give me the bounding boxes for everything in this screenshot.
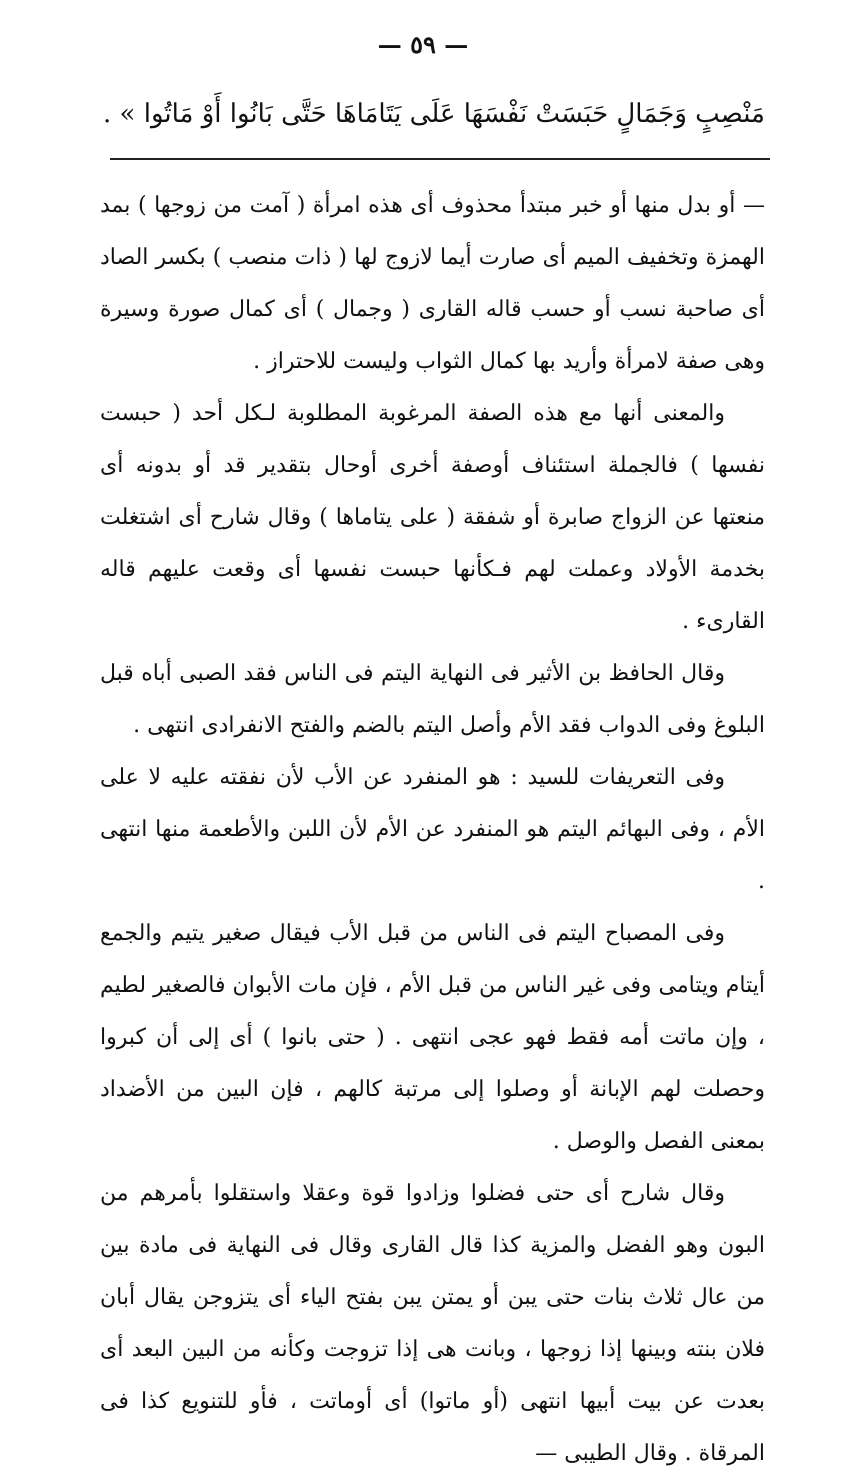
commentary-paragraph: — أو بدل منها أو خبر مبتدأ محذوف أى هذه امرأة ( آمت من زوجها ) بمد الهمزة وتخفيف الميم أى صارت أيما لازوج لها ( ذات منصب ) بكسر الصاد أى صاحبة نسب أو حسب قاله القارى ( وجمال ) أى كمال صورة وسيرة وهى صفة لامرأة وأريد بها كمال الثواب وليست للاحتراز .	[100, 193, 765, 374]
commentary-paragraph: وقال الحافظ بن الأثير فى النهاية اليتم فى الناس فقد الصبى أباه قبل البلوغ وفى الدواب فقد الأم وأصل اليتم بالضم والفتح الانفرادى انتهى .	[100, 661, 765, 738]
commentary-paragraph: وفى التعريفات للسيد : هو المنفرد عن الأب لأن نفقته عليه لا على الأم ، وفى البهائم اليتم هو المنفرد عن الأم لأن اللبن والأطعمة منها انتهى .	[100, 765, 765, 894]
commentary-paragraph: والمعنى أنها مع هذه الصفة المرغوبة المطلوبة لـكل أحد ( حبست نفسها ) فالجملة استئناف أوصفة أخرى أوحال بتقدير قد أو بدونه أى منعتها عن الزواج صابرة أو شفقة ( على يتاماها ) وقال شارح أى اشتغلت بخدمة الأولاد وعملت لهم فـكأنها حبست نفسها أى وقعت عليهم قاله القارىء .	[100, 401, 765, 634]
hadith-text: مَنْصِبٍ وَجَمَالٍ حَبَسَتْ نَفْسَهَا عَلَى يَتَامَاهَا حَتَّى بَانُوا أَوْ مَاتُوا » .	[103, 99, 765, 129]
commentary	[100, 180, 765, 1480]
page-number: — ٥٩ —	[377, 30, 469, 59]
commentary-paragraph: وقال شارح أى حتى فضلوا وزادوا قوة وعقلا واستقلوا بأمرهم من البون وهو الفضل والمزية كذا قال القارى وقال فى النهاية فى مادة بين من عال ثلاث بنات حتى يبن أو يمتن يبن بفتح الياء أى يتزوجن يقال أبان فلان بنته وبينها إذا زوجها ، وبانت هى إذا تزوجت وكأنه من البين البعد أى بعدت عن بيت أبيها انتهى (أو ماتوا) أى أوماتت ، فأو للتنويع كذا فى المرقاة . وقال الطيبى —	[100, 1181, 765, 1466]
section-divider	[110, 158, 770, 160]
commentary-paragraph: وفى المصباح اليتم فى الناس من قبل الأب فيقال صغير يتيم والجمع أيتام ويتامى وفى غير الناس من قبل الأم ، فإن مات الأبوان فالصغير لطيم ، وإن ماتت أمه فقط فهو عجى انتهى . ( حتى بانوا ) أى إلى أن كبروا وحصلت لهم الإبانة أو وصلوا إلى مرتبة كالهم ، فإن البين من الأضداد بمعنى الفصل والوصل .	[100, 921, 765, 1154]
